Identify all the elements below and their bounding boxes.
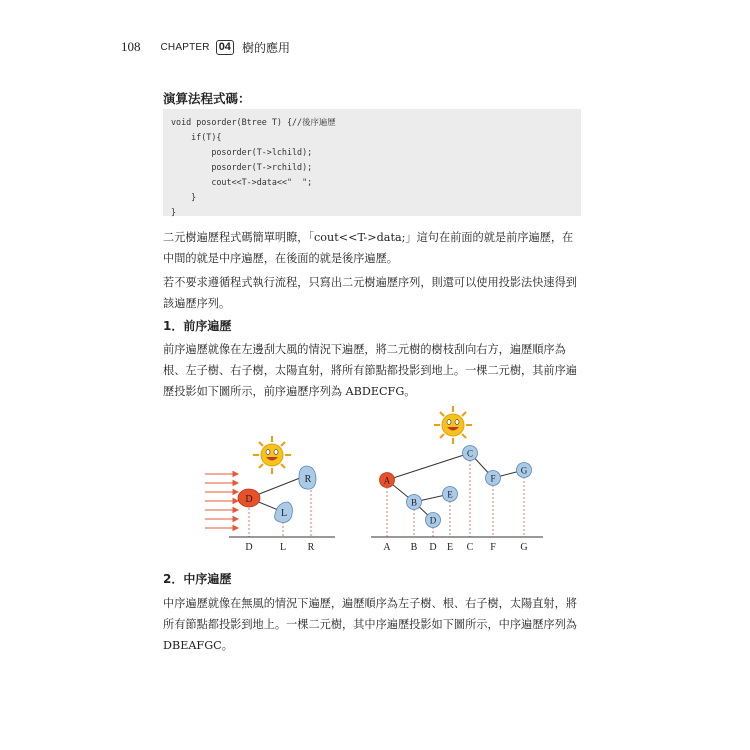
tree-node — [463, 446, 478, 461]
paragraph-preorder: 前序遍歷就像在左邊刮大風的情況下遍歷，將二元樹的樹枝刮向右方，遍歷順序為根、左子樹、右子樹，太陽直射，將所有節點都投影到地上。一棵二元樹，其前序遍歷投影如下圖所示，前序遍歷序列為 ABDECFG。 — [163, 343, 577, 398]
code-line: cout<<T->data<<" "; — [171, 177, 313, 187]
projection-label: A — [383, 542, 391, 553]
sun-icon — [434, 406, 472, 444]
node-label: D — [429, 515, 437, 526]
tree-node — [426, 513, 441, 528]
big-tree-edges — [387, 453, 524, 520]
section-title-preorder: 1．前序遍歷 — [163, 319, 232, 333]
page-number: 108 — [121, 39, 141, 54]
projection-label: C — [466, 542, 474, 553]
tree-node — [299, 466, 316, 489]
tree-node — [275, 502, 293, 523]
paragraph-traversal-intro: 二元樹遍歷程式碼簡單明瞭，「cout<<T->data;」這句在前面的就是前序遍歷，在中間的就是中序遍歷，在後面的就是後序遍歷。 — [163, 231, 574, 265]
node-label: B — [410, 497, 418, 508]
node-label: C — [466, 448, 474, 459]
chapter-label: CHAPTER — [160, 41, 210, 53]
chapter-number-badge: 04 — [216, 40, 234, 55]
projection-label: G — [520, 542, 528, 553]
node-label: D — [245, 494, 253, 505]
page-header — [121, 38, 290, 56]
code-line: void posorder(Btree T) {//後序遍歷 — [171, 117, 336, 127]
projection-label: D — [429, 542, 437, 553]
algorithm-heading: 演算法程式碼： — [163, 91, 251, 106]
paragraph-inorder: 中序遍歷就像在無風的情況下遍歷，遍歷順序為左子樹、根、右子樹，太陽直射，將所有節點都投影到地上。一棵二元樹，其中序遍歷投影如下圖所示，中序遍歷序列為 DBEAFGC。 — [163, 597, 577, 652]
code-line: if(T){ — [171, 132, 222, 142]
projection-label: D — [245, 542, 253, 553]
projection-label: B — [410, 542, 418, 553]
preorder-projection-figure — [195, 400, 555, 565]
projection-label: F — [490, 542, 496, 553]
code-line: } — [171, 192, 197, 202]
code-line: posorder(T->rchild); — [171, 162, 313, 172]
tree-node — [443, 487, 458, 502]
node-label: G — [520, 465, 528, 476]
projection-label: E — [446, 542, 454, 553]
code-block — [163, 109, 581, 216]
node-label: F — [490, 473, 496, 484]
tree-node — [407, 495, 422, 510]
sun-icon — [253, 436, 291, 474]
projection-label: L — [279, 542, 287, 553]
tree-node — [380, 473, 395, 488]
projection-label: R — [307, 542, 315, 553]
node-label: A — [383, 475, 391, 486]
node-label: R — [304, 474, 312, 485]
wind-arrows — [205, 472, 238, 531]
paragraph-projection-intro: 若不要求遵循程式執行流程，只寫出二元樹遍歷序列，則還可以使用投影法快速得到該遍歷序列。 — [163, 276, 577, 310]
node-label: E — [447, 489, 453, 500]
code-line: } — [171, 207, 177, 217]
code-line: posorder(T->lchild); — [171, 147, 313, 157]
chapter-title: 樹的應用 — [241, 40, 290, 55]
tree-node — [486, 471, 501, 486]
tree-node — [517, 463, 532, 478]
section-title-inorder: 2．中序遍歷 — [163, 572, 232, 586]
node-label: L — [280, 508, 288, 519]
tree-node — [238, 489, 260, 507]
